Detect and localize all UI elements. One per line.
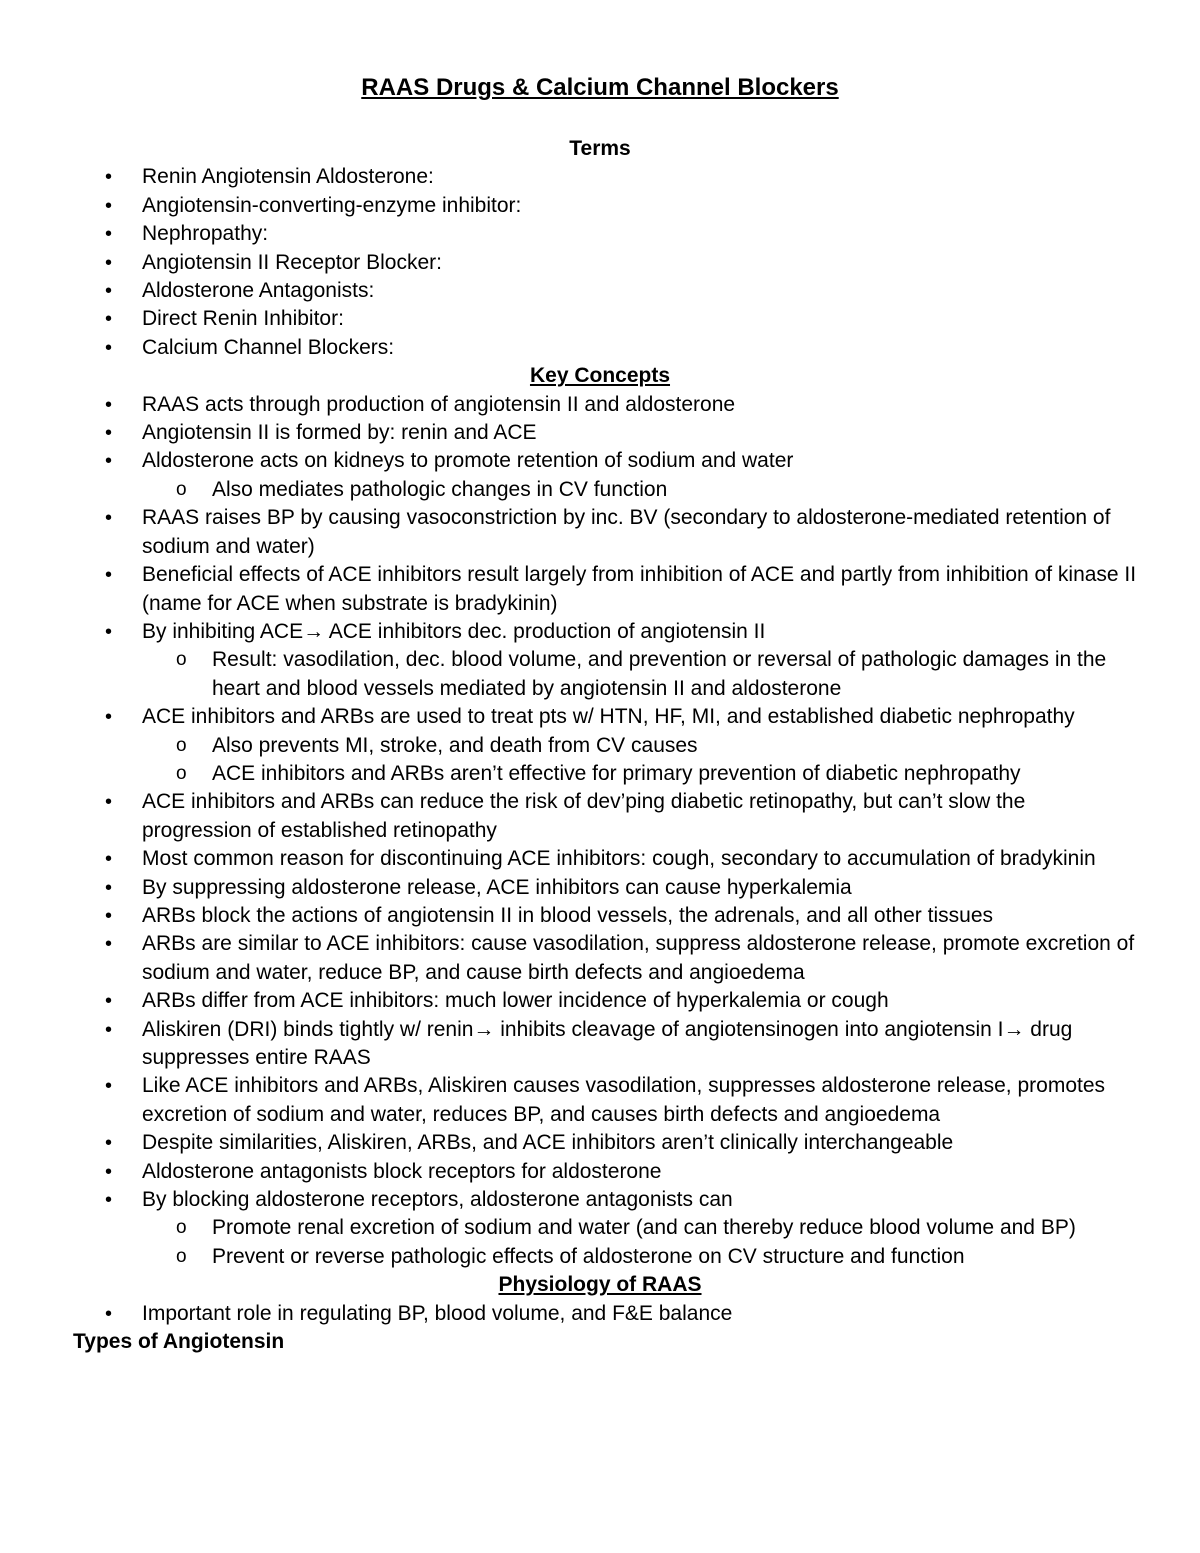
list-item xyxy=(0,1186,1200,1271)
bullet-marker: • xyxy=(105,450,113,473)
bullet-marker: • xyxy=(105,280,113,303)
list-item xyxy=(0,902,1200,930)
list-item xyxy=(0,1129,1200,1157)
bullet-marker: • xyxy=(105,308,113,331)
bullet-marker: • xyxy=(105,876,113,899)
list-item-text: Also prevents MI, stroke, and death from CV causes xyxy=(212,733,698,757)
bullet-marker: • xyxy=(105,166,113,189)
list-item-text: Aldosterone Antagonists: xyxy=(142,279,375,303)
bullet-marker: • xyxy=(105,422,113,445)
list-item-text: Angiotensin-converting-enzyme inhibitor: xyxy=(142,193,522,217)
list-item xyxy=(0,703,1200,788)
list-item-text: Also mediates pathologic changes in CV function xyxy=(212,477,668,501)
bullet-marker: • xyxy=(105,848,113,871)
physiology-list xyxy=(0,1300,1200,1328)
list-item-text: RAAS raises BP by causing vasoconstriction by inc. BV (secondary to aldosterone-mediated retention of sodium and water) xyxy=(142,506,1111,558)
list-item-text: Direct Renin Inhibitor: xyxy=(142,307,344,331)
key-concepts-list xyxy=(0,391,1200,1272)
bullet-marker: • xyxy=(105,507,113,530)
list-item xyxy=(0,391,1200,419)
bullet-marker: • xyxy=(105,933,113,956)
bullet-marker: • xyxy=(105,194,113,217)
sub-list-item xyxy=(142,1243,1140,1271)
list-item xyxy=(0,334,1200,362)
list-item xyxy=(0,1072,1200,1129)
list-item xyxy=(0,845,1200,873)
list-item xyxy=(0,930,1200,987)
terms-list xyxy=(0,163,1200,362)
sub-list xyxy=(142,646,1140,703)
bullet-marker: o xyxy=(176,762,187,784)
list-item-text: Renin Angiotensin Aldosterone: xyxy=(142,165,434,189)
list-item xyxy=(0,1016,1200,1073)
list-item-text: By suppressing aldosterone release, ACE inhibitors can cause hyperkalemia xyxy=(142,875,852,899)
sub-list-item xyxy=(142,646,1140,703)
bullet-marker: • xyxy=(105,904,113,927)
list-item xyxy=(0,874,1200,902)
list-item-text: Like ACE inhibitors and ARBs, Aliskiren causes vasodilation, suppresses aldosterone release, promotes excretion of sodium and water, reduces BP, and causes birth defects and angioedema xyxy=(142,1074,1106,1126)
sub-list-item xyxy=(142,732,1140,760)
list-item-text: By blocking aldosterone receptors, aldosterone antagonists can xyxy=(142,1188,733,1212)
list-item-text: Prevent or reverse pathologic effects of aldosterone on CV structure and function xyxy=(212,1244,965,1268)
physiology-heading: Physiology of RAAS xyxy=(498,1273,702,1297)
terms-heading: Terms xyxy=(569,137,631,160)
list-item-text: ACE inhibitors and ARBs are used to treat pts w/ HTN, HF, MI, and established diabetic nephropathy xyxy=(142,705,1075,729)
list-item xyxy=(0,618,1200,703)
bullet-marker: • xyxy=(105,620,113,643)
list-item xyxy=(0,163,1200,191)
list-item xyxy=(0,192,1200,220)
list-item xyxy=(0,277,1200,305)
sub-list-item xyxy=(142,1214,1140,1242)
list-item-text: ARBs block the actions of angiotensin II in blood vessels, the adrenals, and all other tissues xyxy=(142,903,993,927)
list-item-text: Angiotensin II Receptor Blocker: xyxy=(142,250,442,274)
bullet-marker: • xyxy=(105,706,113,729)
bullet-marker: • xyxy=(105,1160,113,1183)
list-item xyxy=(0,305,1200,333)
bullet-marker: • xyxy=(105,791,113,814)
bullet-marker: • xyxy=(105,1075,113,1098)
list-item-text: Nephropathy: xyxy=(142,222,269,246)
bullet-marker: • xyxy=(105,1189,113,1212)
bullet-marker: • xyxy=(105,393,113,416)
list-item xyxy=(0,220,1200,248)
list-item-text: Important role in regulating BP, blood volume, and F&E balance xyxy=(142,1301,733,1325)
list-item-text: Beneficial effects of ACE inhibitors result largely from inhibition of ACE and partly from inhibition of kinase II (name for ACE when substrate is bradykinin) xyxy=(142,563,1137,615)
list-item-text: Result: vasodilation, dec. blood volume, and prevention or reversal of pathologic damages in the heart and blood vessels mediated by angiotensin II and aldosterone xyxy=(212,648,1107,700)
list-item-text: Angiotensin II is formed by: renin and ACE xyxy=(142,421,537,445)
list-item xyxy=(0,987,1200,1015)
sub-list-item xyxy=(142,476,1140,504)
types-of-angiotensin-heading: Types of Angiotensin xyxy=(73,1330,285,1354)
list-item xyxy=(0,504,1200,561)
document-title: RAAS Drugs & Calcium Channel Blockers xyxy=(361,74,839,101)
sub-list xyxy=(142,1214,1140,1271)
list-item-text: Despite similarities, Aliskiren, ARBs, and ACE inhibitors aren’t clinically interchangeable xyxy=(142,1131,954,1155)
list-item-text: Calcium Channel Blockers: xyxy=(142,335,395,359)
bullet-marker: o xyxy=(176,1245,187,1267)
bullet-marker: • xyxy=(105,1132,113,1155)
list-item xyxy=(0,419,1200,447)
bullet-marker: • xyxy=(105,1302,113,1325)
bullet-marker: o xyxy=(176,1217,187,1239)
list-item-text: Aldosterone acts on kidneys to promote retention of sodium and water xyxy=(142,449,794,473)
key-concepts-heading: Key Concepts xyxy=(529,364,671,388)
list-item-text: ARBs are similar to ACE inhibitors: cause vasodilation, suppress aldosterone release, promote excretion of sodium and water, reduce BP, and cause birth defects and angioedema xyxy=(142,932,1135,984)
list-item xyxy=(0,561,1200,618)
list-item-text: ARBs differ from ACE inhibitors: much lower incidence of hyperkalemia or cough xyxy=(142,989,889,1013)
list-item-text: ACE inhibitors and ARBs aren’t effective for primary prevention of diabetic nephropathy xyxy=(212,761,1021,785)
list-item-text: Aliskiren (DRI) binds tightly w/ renin→ inhibits cleavage of angiotensinogen into angiotensin I→ drug suppresses entire RAAS xyxy=(142,1017,1073,1069)
list-item-text: ACE inhibitors and ARBs can reduce the risk of dev’ping diabetic retinopathy, but can’t slow the progression of established retinopathy xyxy=(142,790,1026,842)
sub-list xyxy=(142,732,1140,789)
list-item xyxy=(0,447,1200,504)
list-item-text: Promote renal excretion of sodium and water (and can thereby reduce blood volume and BP) xyxy=(212,1216,1076,1240)
bullet-marker: o xyxy=(176,478,187,500)
bullet-marker: • xyxy=(105,336,113,359)
bullet-marker: • xyxy=(105,251,113,274)
list-item-text: Aldosterone antagonists block receptors for aldosterone xyxy=(142,1159,662,1183)
list-item-text: By inhibiting ACE→ ACE inhibitors dec. production of angiotensin II xyxy=(142,619,766,643)
bullet-marker: • xyxy=(105,223,113,246)
list-item-text: Most common reason for discontinuing ACE inhibitors: cough, secondary to accumulation of bradykinin xyxy=(142,847,1096,871)
document-body xyxy=(0,135,1200,1356)
bullet-marker: • xyxy=(105,1018,113,1041)
bullet-marker: • xyxy=(105,990,113,1013)
list-item xyxy=(0,1158,1200,1186)
bullet-marker: o xyxy=(176,734,187,756)
list-item xyxy=(0,788,1200,845)
sub-list xyxy=(142,476,1140,504)
bullet-marker: • xyxy=(105,564,113,587)
list-item-text: RAAS acts through production of angiotensin II and aldosterone xyxy=(142,392,736,416)
sub-list-item xyxy=(142,760,1140,788)
bullet-marker: o xyxy=(176,649,187,671)
list-item xyxy=(0,1300,1200,1328)
list-item xyxy=(0,249,1200,277)
